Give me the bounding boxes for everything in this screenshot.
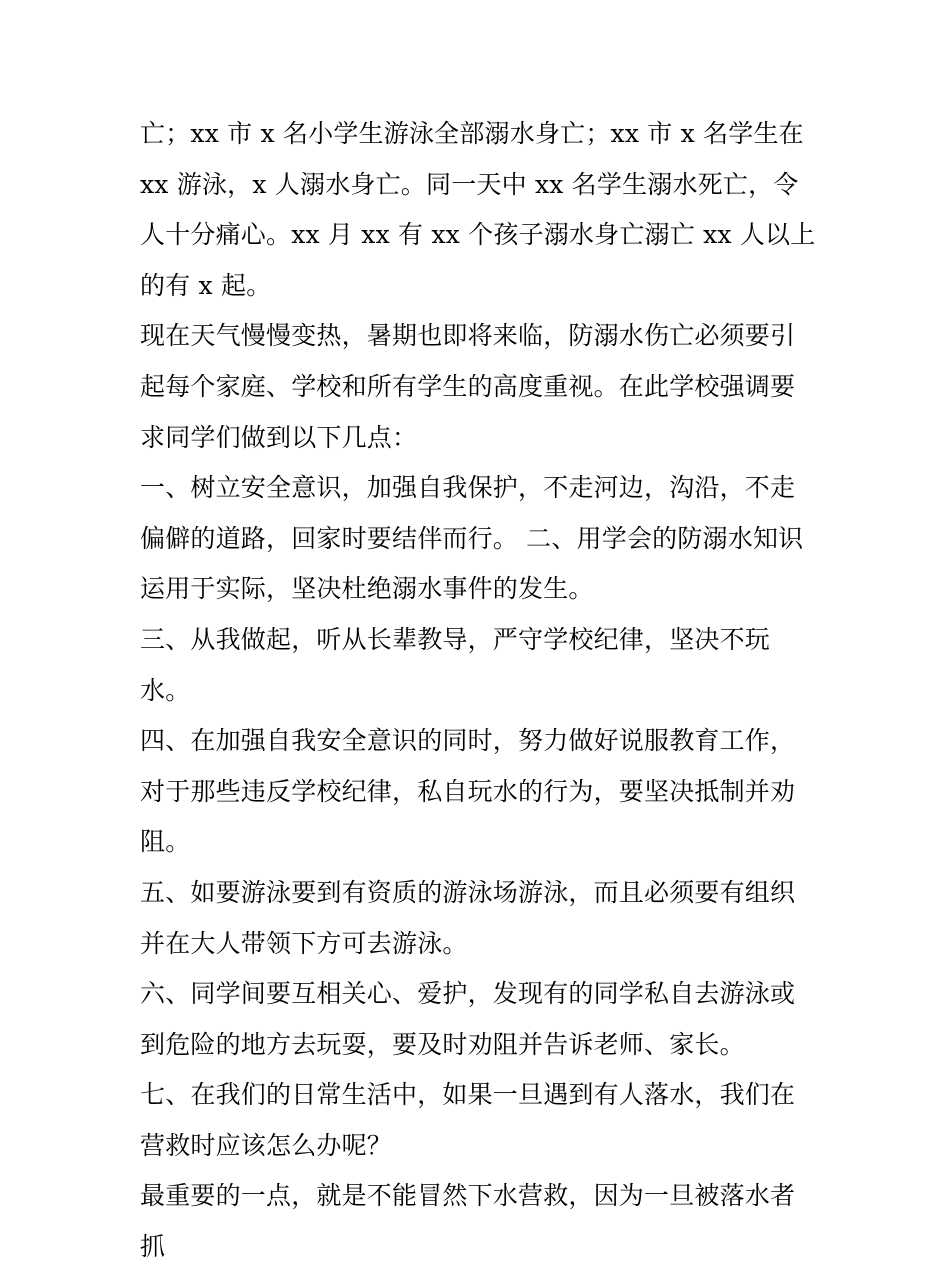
paragraph-4: 三、从我做起，听从长辈教导，严守学校纪律，坚决不玩水。: [140, 624, 771, 705]
paragraph-3: 一、树立安全意识，加强自我保护，不走河边，沟沿，不走偏僻的道路，回家时要结伴而行。 二、用学会的防溺水知识运用于实际，坚决杜绝溺水事件的发生。: [140, 473, 804, 604]
paragraph-7: 六、同学间要互相关心、爱护，发现有的同学私自去游泳或到危险的地方去玩耍，要及时劝阻并告诉老师、家长。: [140, 979, 796, 1059]
paragraph-2: 现在天气慢慢变热，暑期也即将来临，防溺水伤亡必须要引起每个家庭、学校和所有学生的高度重视。在此学校强调要求同学们做到以下几点：: [140, 321, 796, 452]
paragraph-9: 最重要的一点，就是不能冒然下水营救，因为一旦被落水者抓: [140, 1181, 796, 1262]
paragraph-5: 四、在加强自我安全意识的同时，努力做好说服教育工作，对于那些违反学校纪律，私自玩水的行为，要坚决抵制并劝阻。: [140, 726, 796, 857]
paragraph-6: 五、如要游泳要到有资质的游泳场游泳，而且必须要有组织并在大人带领下方可去游泳。: [140, 877, 796, 958]
document-body: [140, 109, 820, 1273]
paragraph-1: 亡；xx 市 x 名小学生游泳全部溺水身亡；xx 市 x 名学生在 xx 游泳，x 人溺水身亡。同一天中 xx 名学生溺水死亡，令人十分痛心。xx 月 xx 有 xx 个孩子溺水身亡溺亡 xx 人以上的有 x 起。: [140, 119, 816, 300]
paragraph-8: 七、在我们的日常生活中，如果一旦遇到有人落水，我们在营救时应该怎么办呢？: [140, 1080, 796, 1160]
